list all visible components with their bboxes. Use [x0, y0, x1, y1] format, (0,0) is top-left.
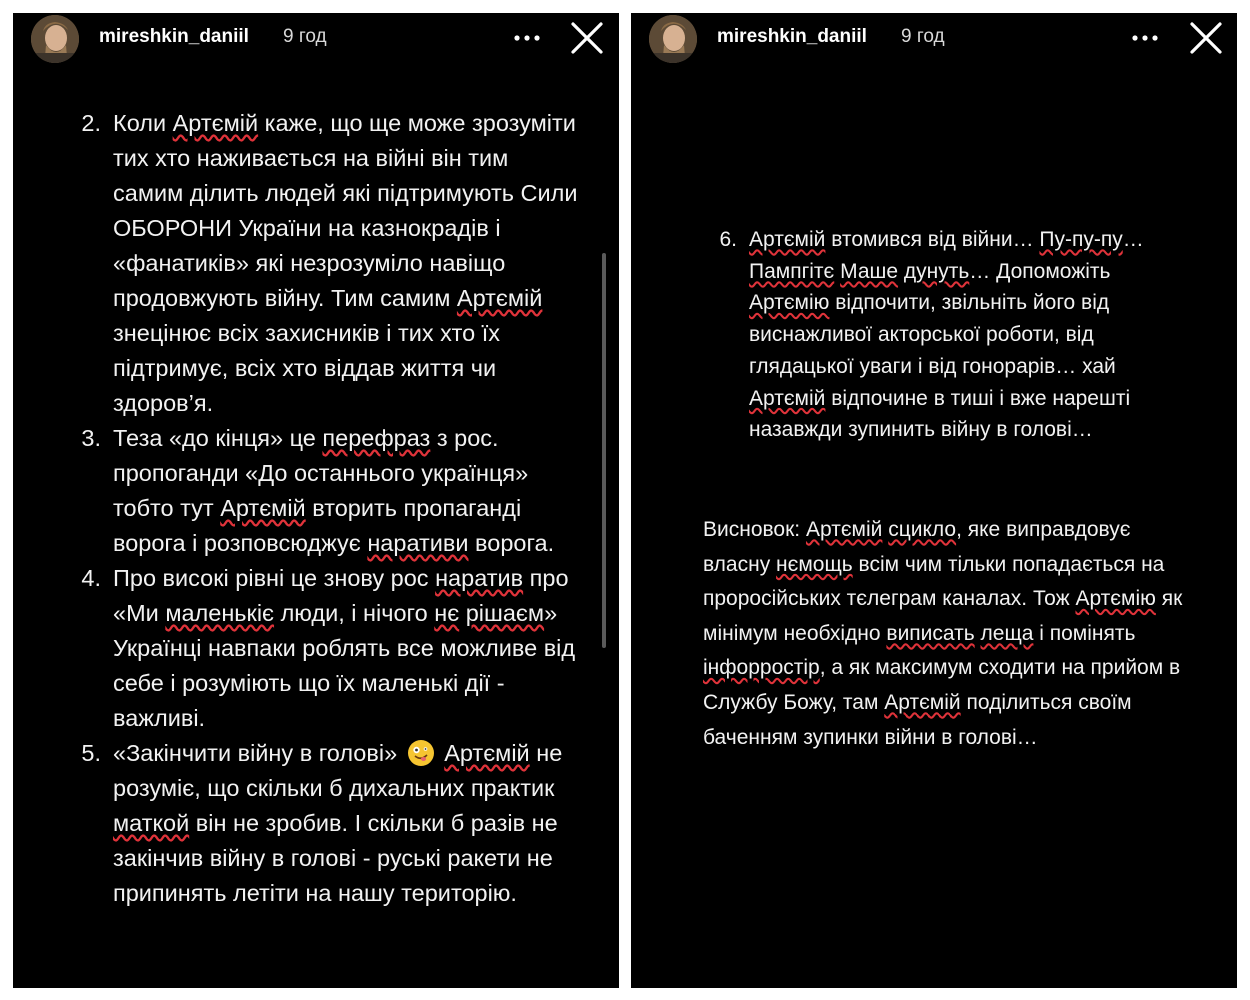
list-item: [79, 561, 579, 736]
text-segment: з рос. пропоганди «До останнього українця» тобто тут: [113, 425, 529, 521]
avatar[interactable]: [31, 15, 79, 63]
text-segment: знецінює всіх захисників і тих хто їх підтримує, всіх хто віддав життя чи здоров’я.: [113, 320, 500, 416]
text-segment: , а як максимум сходити на прийом в Службу Божу, там: [703, 656, 1181, 714]
spellcheck-underlined-word: нє: [434, 600, 460, 626]
spellcheck-underlined-word: інфорростір: [703, 656, 820, 680]
spellcheck-underlined-word: маленькіє: [165, 600, 275, 626]
text-segment: він не зробив. І скільки б разів не закінчив війну в голові - руські ракети не припинять летіти на нашу територію.: [113, 810, 558, 906]
text-segment: і помінять: [1033, 621, 1136, 645]
text-segment: каже, що ще може зрозуміти тих хто наживається на війні він тим самим ділить людей які підтримують Сили ОБОРОНИ України на казнокрадів і «фанатиків» які незрозуміло навіщо продовжують війну. Тим самим: [113, 110, 578, 311]
text-segment: відпочине в тиші і вже нарешті назавжди зупинить війну в голові…: [749, 386, 1131, 442]
story-text-list: [79, 106, 579, 911]
spellcheck-underlined-word: наратив: [435, 565, 524, 591]
list-item-number: 2.: [81, 110, 101, 136]
spellcheck-underlined-word: Артємій: [884, 690, 961, 714]
spellcheck-underlined-word: Артємій: [220, 495, 306, 521]
more-options-icon[interactable]: [1130, 23, 1160, 53]
spellcheck-underlined-word: Артємію: [749, 291, 830, 315]
text-segment: всім чим тільки попадається на проросійських тєлеграм каналах. Тож: [703, 552, 1165, 611]
spellcheck-underlined-word: рішаєм: [465, 600, 545, 626]
text-segment: вторить пропаганді ворога і розповсюджує: [113, 495, 522, 556]
text-segment: про «Ми: [113, 565, 569, 626]
spellcheck-underlined-word: маткой: [113, 810, 190, 836]
text-segment: люди, і нічого: [274, 600, 435, 626]
spellcheck-underlined-word: Артємій: [456, 285, 543, 311]
list-item: [79, 421, 579, 561]
text-segment: як мінімум необхідно: [703, 587, 1183, 645]
conclusion-paragraph: [703, 513, 1183, 755]
text-segment: Висновок:: [703, 518, 806, 541]
list-item-number: 3.: [81, 425, 101, 451]
spellcheck-underlined-word: Пу-пу-пу: [1039, 228, 1123, 251]
story-header: [631, 13, 1237, 63]
text-segment: не розуміє, що скільки б дихальних практик: [113, 740, 563, 801]
text-segment: …: [1122, 228, 1144, 251]
zany-face-emoji: [408, 740, 434, 766]
story-text-list: [716, 224, 1156, 446]
post-time: 9 год: [901, 26, 945, 47]
spellcheck-underlined-word: Артємій: [444, 740, 530, 766]
username[interactable]: mireshkin_daniil: [99, 26, 249, 47]
text-segment: , яке виправдовує власну: [703, 518, 1131, 576]
text-segment: відпочити, звільніть його від виснажливої акторської роботи, від глядацької уваги і від гонорарів… хай: [749, 291, 1116, 378]
spellcheck-underlined-word: леща: [980, 621, 1034, 645]
text-segment: » Українці навпаки роблять все можливе від себе і розуміють що їх маленькі дії - важливі.: [113, 600, 576, 731]
spellcheck-underlined-word: Артємію: [1075, 587, 1156, 611]
list-item: [79, 106, 579, 421]
list-item-number: 4.: [81, 565, 101, 591]
text-segment: ворога.: [468, 530, 555, 556]
spellcheck-underlined-word: Артємій: [749, 228, 826, 251]
close-icon[interactable]: [1188, 20, 1224, 56]
list-item: [716, 224, 1156, 446]
spellcheck-underlined-word: Маше: [840, 259, 899, 283]
spellcheck-underlined-word: сцикло: [888, 518, 957, 541]
list-item-number: 5.: [81, 740, 101, 766]
list-item: [79, 736, 579, 911]
spellcheck-underlined-word: перефраз: [322, 425, 431, 451]
spellcheck-underlined-word: Артємій: [172, 110, 259, 136]
story-panel-right: [631, 13, 1237, 988]
spellcheck-underlined-word: Артємій: [805, 518, 883, 541]
avatar[interactable]: [649, 15, 697, 63]
post-time: 9 год: [283, 26, 327, 47]
text-segment: Теза «до кінця» це: [113, 425, 323, 451]
spellcheck-underlined-word: Артємій: [749, 386, 826, 410]
username[interactable]: mireshkin_daniil: [717, 26, 867, 47]
spellcheck-underlined-word: дунуть: [903, 259, 970, 283]
spellcheck-underlined-word: Пампгітє: [749, 259, 835, 283]
more-options-icon[interactable]: [512, 23, 542, 53]
text-segment: Про високі рівні це знову рос: [113, 565, 436, 591]
close-icon[interactable]: [569, 20, 605, 56]
story-panel-left: [13, 13, 619, 988]
story-header: [13, 13, 619, 63]
spellcheck-underlined-word: нємощь: [776, 552, 853, 576]
text-segment: «Закінчити війну в голові»: [113, 740, 404, 766]
text-segment: поділиться своїм баченням зупинки війни в голові…: [703, 690, 1132, 749]
text-segment: Коли: [113, 110, 173, 136]
text-segment: втомився від війни…: [825, 228, 1040, 251]
list-item-number: 6.: [719, 228, 737, 251]
text-segment: … Допоможіть: [969, 259, 1111, 283]
spellcheck-underlined-word: виписать: [886, 621, 975, 645]
spellcheck-underlined-word: наративи: [367, 530, 469, 556]
scrollbar[interactable]: [602, 253, 606, 648]
